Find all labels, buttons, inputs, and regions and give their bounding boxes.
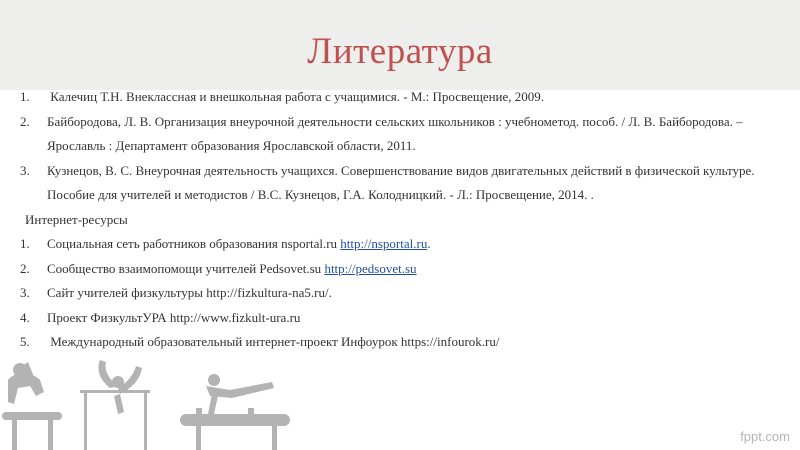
book-text: Кузнецов, В. С. Внеурочная деятельность учащихся. Совершенствование видов двигательных действий в физической культуре. xyxy=(47,162,755,178)
internet-item-4 xyxy=(20,306,780,331)
book-item-3-continued xyxy=(20,183,780,208)
list-number: 3. xyxy=(20,285,30,300)
list-number: 4. xyxy=(20,309,30,325)
internet-item-text: Проект ФизкультУРА http://www.fizkult-ura.ru xyxy=(47,309,301,325)
list-number: 1. xyxy=(20,236,30,251)
internet-item-2 xyxy=(20,257,780,282)
list-number: 1. xyxy=(20,89,30,104)
watermark-text: fppt.com xyxy=(740,429,790,444)
book-item-3 xyxy=(20,159,780,184)
bar-gymnast-figure xyxy=(80,360,150,450)
list-number: 2. xyxy=(20,260,30,276)
internet-item-text xyxy=(47,257,780,282)
nsportal-link[interactable]: http://nsportal.ru xyxy=(340,236,428,251)
internet-item-label: Социальная сеть работников образования nsportal.ru xyxy=(47,236,341,251)
book-text: Ярославль : Департамент образования Ярославской области, 2011. xyxy=(47,138,416,153)
slide-title: Литература xyxy=(307,31,493,72)
list-number: 3. xyxy=(20,162,30,178)
book-text: Байбородова, Л. В. Организация внеурочной деятельности сельских школьников : учебнометод. пособ. / Л. В. Байбородова. – xyxy=(47,113,743,129)
internet-item-text xyxy=(47,232,780,257)
book-item-2 xyxy=(20,110,780,135)
internet-item-3 xyxy=(20,281,780,306)
internet-item-1 xyxy=(20,232,780,257)
vaulting-gymnast-figure xyxy=(2,362,62,450)
book-item-1 xyxy=(20,85,780,110)
internet-item-text: Международный образовательный интернет-проект Инфоурок https://infourok.ru/ xyxy=(47,334,500,349)
content-area xyxy=(20,85,780,355)
internet-item-label: Сообщество взаимопомощи учителей Pedsovet.su xyxy=(47,260,325,276)
pommel-horse-gymnast-figure xyxy=(180,374,290,450)
internet-item-text: Сайт учителей физкультуры http://fizkultura-na5.ru/. xyxy=(47,285,332,300)
gymnast-silhouettes-image xyxy=(0,352,300,450)
list-number: 5. xyxy=(20,334,30,349)
book-text: Калечиц Т.Н. Внеклассная и внешкольная работа с учащимися. - М.: Просвещение, 2009. xyxy=(47,89,545,104)
book-item-2-continued xyxy=(20,134,780,159)
internet-resources-heading: Интернет-ресурсы xyxy=(25,211,128,227)
trailing-period: . xyxy=(427,236,431,251)
internet-item-5 xyxy=(20,330,780,355)
list-number: 2. xyxy=(20,113,30,129)
book-text: Пособие для учителей и методистов / В.С. Кузнецов, Г.А. Колодницкий. - Л.: Просвещение, 2014. . xyxy=(47,187,594,202)
pedsovet-link[interactable]: http://pedsovet.su xyxy=(324,260,417,276)
